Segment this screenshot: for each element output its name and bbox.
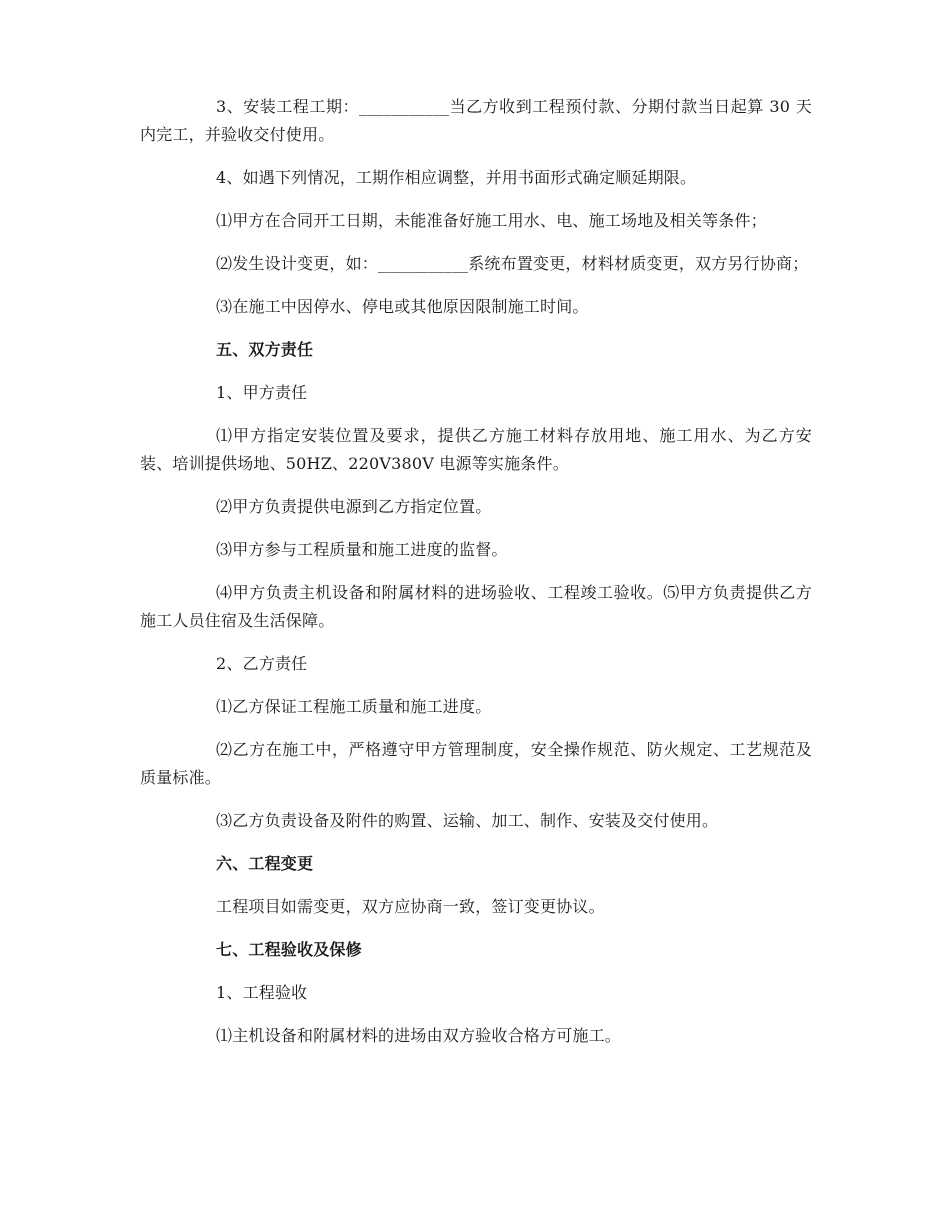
paragraph-acceptance-item-1: ⑴主机设备和附属材料的进场由双方验收合格方可施工。 [216,1026,622,1045]
text-segment: ⑵发生设计变更，如： [216,254,379,273]
paragraph-party-a-item-4-5: ⑷甲方负责主机设备和附属材料的进场验收、工程竣工验收。⑸甲方负责提供乙方施工人员住宿及生活保障。 [140,583,812,630]
text-segment: 系统布置变更，材料材质变更，双方另行协商； [468,254,809,273]
paragraph-changes: 工程项目如需变更，双方应协商一致，签订变更协议。 [216,897,605,916]
subheading-party-a: 1、甲方责任 [216,383,308,402]
paragraph-party-a-item-3: ⑶甲方参与工程质量和施工进度的监督。 [216,540,508,559]
subheading-acceptance: 1、工程验收 [216,983,308,1002]
paragraph-party-b-item-3: ⑶乙方负责设备及附件的购置、运输、加工、制作、安装及交付使用。 [216,811,719,830]
paragraph-condition-1: ⑴甲方在合同开工日期，未能准备好施工用水、电、施工场地及相关等条件； [216,211,767,230]
paragraph-party-b-item-2: ⑵乙方在施工中，严格遵守甲方管理制度，安全操作规范、防火规定、工艺规范及质量标准。 [140,740,812,787]
paragraph-party-a-item-2: ⑵甲方负责提供电源到乙方指定位置。 [216,497,492,516]
fill-in-blank: ___________ [378,254,469,273]
paragraph-condition-2 [140,250,812,278]
paragraph-period-adjustment: 4、如遇下列情况，工期作相应调整，并用书面形式确定顺延期限。 [216,168,697,187]
paragraph-party-a-item-1: ⑴甲方指定安装位置及要求，提供乙方施工材料存放用地、施工用水、为乙方安装、培训提供场地、50HZ、220V380V 电源等实施条件。 [140,426,812,473]
section-heading-responsibilities: 五、双方责任 [216,340,314,359]
paragraph-installation-period [140,93,812,149]
text-segment: 3、安装工程工期： [216,97,360,116]
section-heading-changes: 六、工程变更 [216,854,314,873]
document-page [140,93,812,1065]
text-segment: 当乙方收到工程预付款、分期付款当日起算 30 天内完工，并验收交付使用。 [140,97,812,144]
subheading-party-b: 2、乙方责任 [216,654,308,673]
paragraph-party-b-item-1: ⑴乙方保证工程施工质量和施工进度。 [216,697,492,716]
fill-in-blank: ___________ [359,97,450,116]
section-heading-acceptance: 七、工程验收及保修 [216,940,362,959]
paragraph-condition-3: ⑶在施工中因停水、停电或其他原因限制施工时间。 [216,297,589,316]
